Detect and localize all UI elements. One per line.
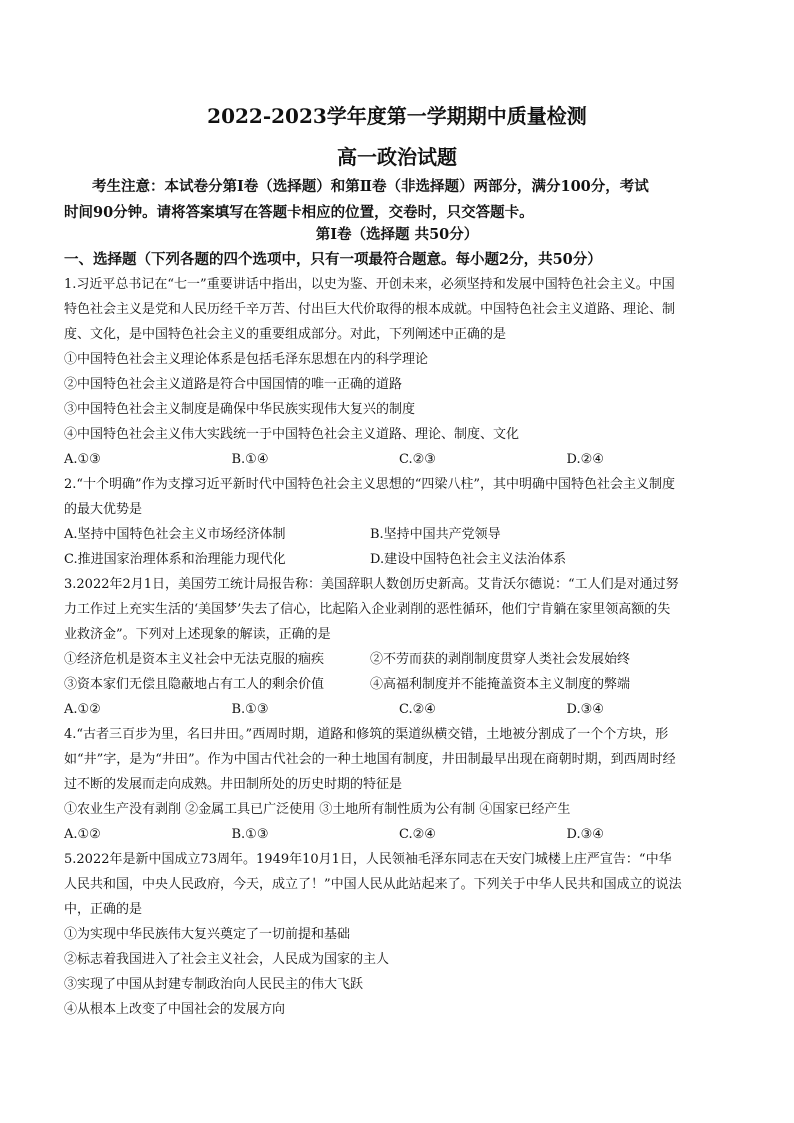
question-2 <box>64 472 734 572</box>
answer-options <box>64 447 734 472</box>
statement-item: ①经济危机是资本主义社会中无法克服的痼疾 <box>64 652 325 667</box>
statement-row <box>64 672 734 697</box>
question-stem-line: 4.“古者三百步为里，名曰井田。”西周时期，道路和修筑的渠道纵横交错，土地被分割成了一个个方块，形 <box>64 727 669 742</box>
option-b: B.①③ <box>231 827 269 842</box>
notice-line-1: 考生注意：本试卷分第Ⅰ卷（选择题）和第Ⅱ卷（非选择题）两部分，满分100分，考试 <box>92 178 649 195</box>
option-b: B.坚持中国共产党领导 <box>370 527 501 542</box>
question-5 <box>64 847 734 1022</box>
question-stem-line: 如“井”字，是为“井田”。作为中国古代社会的一种土地国有制度，井田制最早出现在商朝时期，到西周时经 <box>64 752 676 767</box>
questions <box>64 272 734 1022</box>
option-d: D.③④ <box>566 702 604 717</box>
statement-item: ②中国特色社会主义道路是符合中国国情的唯一正确的道路 <box>64 377 403 392</box>
statement-item: ①为实现中华民族伟大复兴奠定了一切前提和基础 <box>64 927 351 942</box>
option-a: A.①③ <box>64 452 101 467</box>
answer-options <box>64 697 734 722</box>
option-b: B.①③ <box>231 702 269 717</box>
question-stem-line: 1.习近平总书记在“七一”重要讲话中指出，以史为鉴、开创未来，必须坚持和发展中国特色社会主义。中国 <box>64 277 675 292</box>
part-one-heading: 第Ⅰ卷（选择题 共50分） <box>315 226 479 243</box>
exam-subtitle: 高一政治试题 <box>337 145 457 169</box>
question-stem-line: 特色社会主义是党和人民历经千辛万苦、付出巨大代价取得的根本成就。中国特色社会主义道路、理论、制 <box>64 302 676 317</box>
answer-options <box>64 822 734 847</box>
statement-item: ③中国特色社会主义制度是确保中华民族实现伟大复兴的制度 <box>64 402 416 417</box>
option-c: C.②③ <box>399 452 436 467</box>
question-stem-line: 力工作过上充实生活的‘美国梦’失去了信心，比起陷入企业剥削的恶性循环，他们宁肯躺在家里领高额的失 <box>64 602 671 617</box>
question-3 <box>64 572 734 722</box>
notice-line-2: 时间90分钟。请将答案填写在答题卡相应的位置，交卷时，只交答题卡。 <box>64 204 534 221</box>
option-a: A.①② <box>64 827 101 842</box>
option-d: D.建设中国特色社会主义法治体系 <box>370 552 567 567</box>
statement-items: ①农业生产没有剥削 ②金属工具已广泛使用 ③土地所有制性质为公有制 ④国家已经产生 <box>64 802 571 817</box>
option-a: A.坚持中国特色社会主义市场经济体制 <box>64 527 286 542</box>
statement-item: ④中国特色社会主义伟大实践统一于中国特色社会主义道路、理论、制度、文化 <box>64 427 520 442</box>
question-1 <box>64 272 734 472</box>
answer-options <box>64 522 734 547</box>
question-stem-line: 业救济金”。下列对上述现象的解读，正确的是 <box>64 627 331 642</box>
option-d: D.③④ <box>566 827 604 842</box>
statement-item: ③实现了中国从封建专制政治向人民民主的伟大飞跃 <box>64 977 364 992</box>
answer-options <box>64 547 734 572</box>
question-stem-line: 5.2022年是新中国成立73周年。1949年10月1日，人民领袖毛泽东同志在天安门城楼上庄严宣告：“中华 <box>64 852 672 867</box>
statement-row <box>64 647 734 672</box>
exam-title: 2022-2023学年度第一学期期中质量检测 <box>207 104 587 128</box>
statement-item: ①中国特色社会主义理论体系是包括毛泽东思想在内的科学理论 <box>64 352 429 367</box>
statement-item: ④高福利制度并不能掩盖资本主义制度的弊端 <box>370 677 631 692</box>
question-stem-line: 3.2022年2月1日，美国劳工统计局报告称：美国辞职人数创历史新高。艾肯沃尔德说：“工人们是对通过努 <box>64 577 679 592</box>
option-d: D.②④ <box>566 452 604 467</box>
question-stem-line: 过不断的发展而走向成熟。井田制所处的历史时期的特征是 <box>64 777 403 792</box>
question-stem-line: 中，正确的是 <box>64 902 143 917</box>
option-b: B.①④ <box>231 452 269 467</box>
option-a: A.①② <box>64 702 101 717</box>
option-c: C.②④ <box>399 827 436 842</box>
statement-item: ②标志着我国进入了社会主义社会，人民成为国家的主人 <box>64 952 390 967</box>
question-stem-line: 度、文化，是中国特色社会主义的重要组成部分。对此，下列阐述中正确的是 <box>64 327 507 342</box>
question-stem-line: 2.“十个明确”作为支撑习近平新时代中国特色社会主义思想的“四梁八柱”，其中明确中国特色社会主义制度 <box>64 477 675 492</box>
statement-item: ②不劳而获的剥削制度贯穿人类社会发展始终 <box>370 652 631 667</box>
question-stem-line: 人民共和国，中央人民政府，今天，成立了！”中国人民从此站起来了。下列关于中华人民共和国成立的说法 <box>64 877 682 892</box>
statement-item: ④从根本上改变了中国社会的发展方向 <box>64 1002 286 1017</box>
exam-notice <box>64 174 732 226</box>
option-c: C.②④ <box>399 702 436 717</box>
option-c: C.推进国家治理体系和治理能力现代化 <box>64 552 286 567</box>
statement-item: ③资本家们无偿且隐蔽地占有工人的剩余价值 <box>64 677 325 692</box>
choice-section-heading: 一、选择题（下列各题的四个选项中，只有一项最符合题意。每小题2分，共50分） <box>64 251 602 268</box>
question-stem-line: 的最大优势是 <box>64 502 143 517</box>
question-4 <box>64 722 734 847</box>
